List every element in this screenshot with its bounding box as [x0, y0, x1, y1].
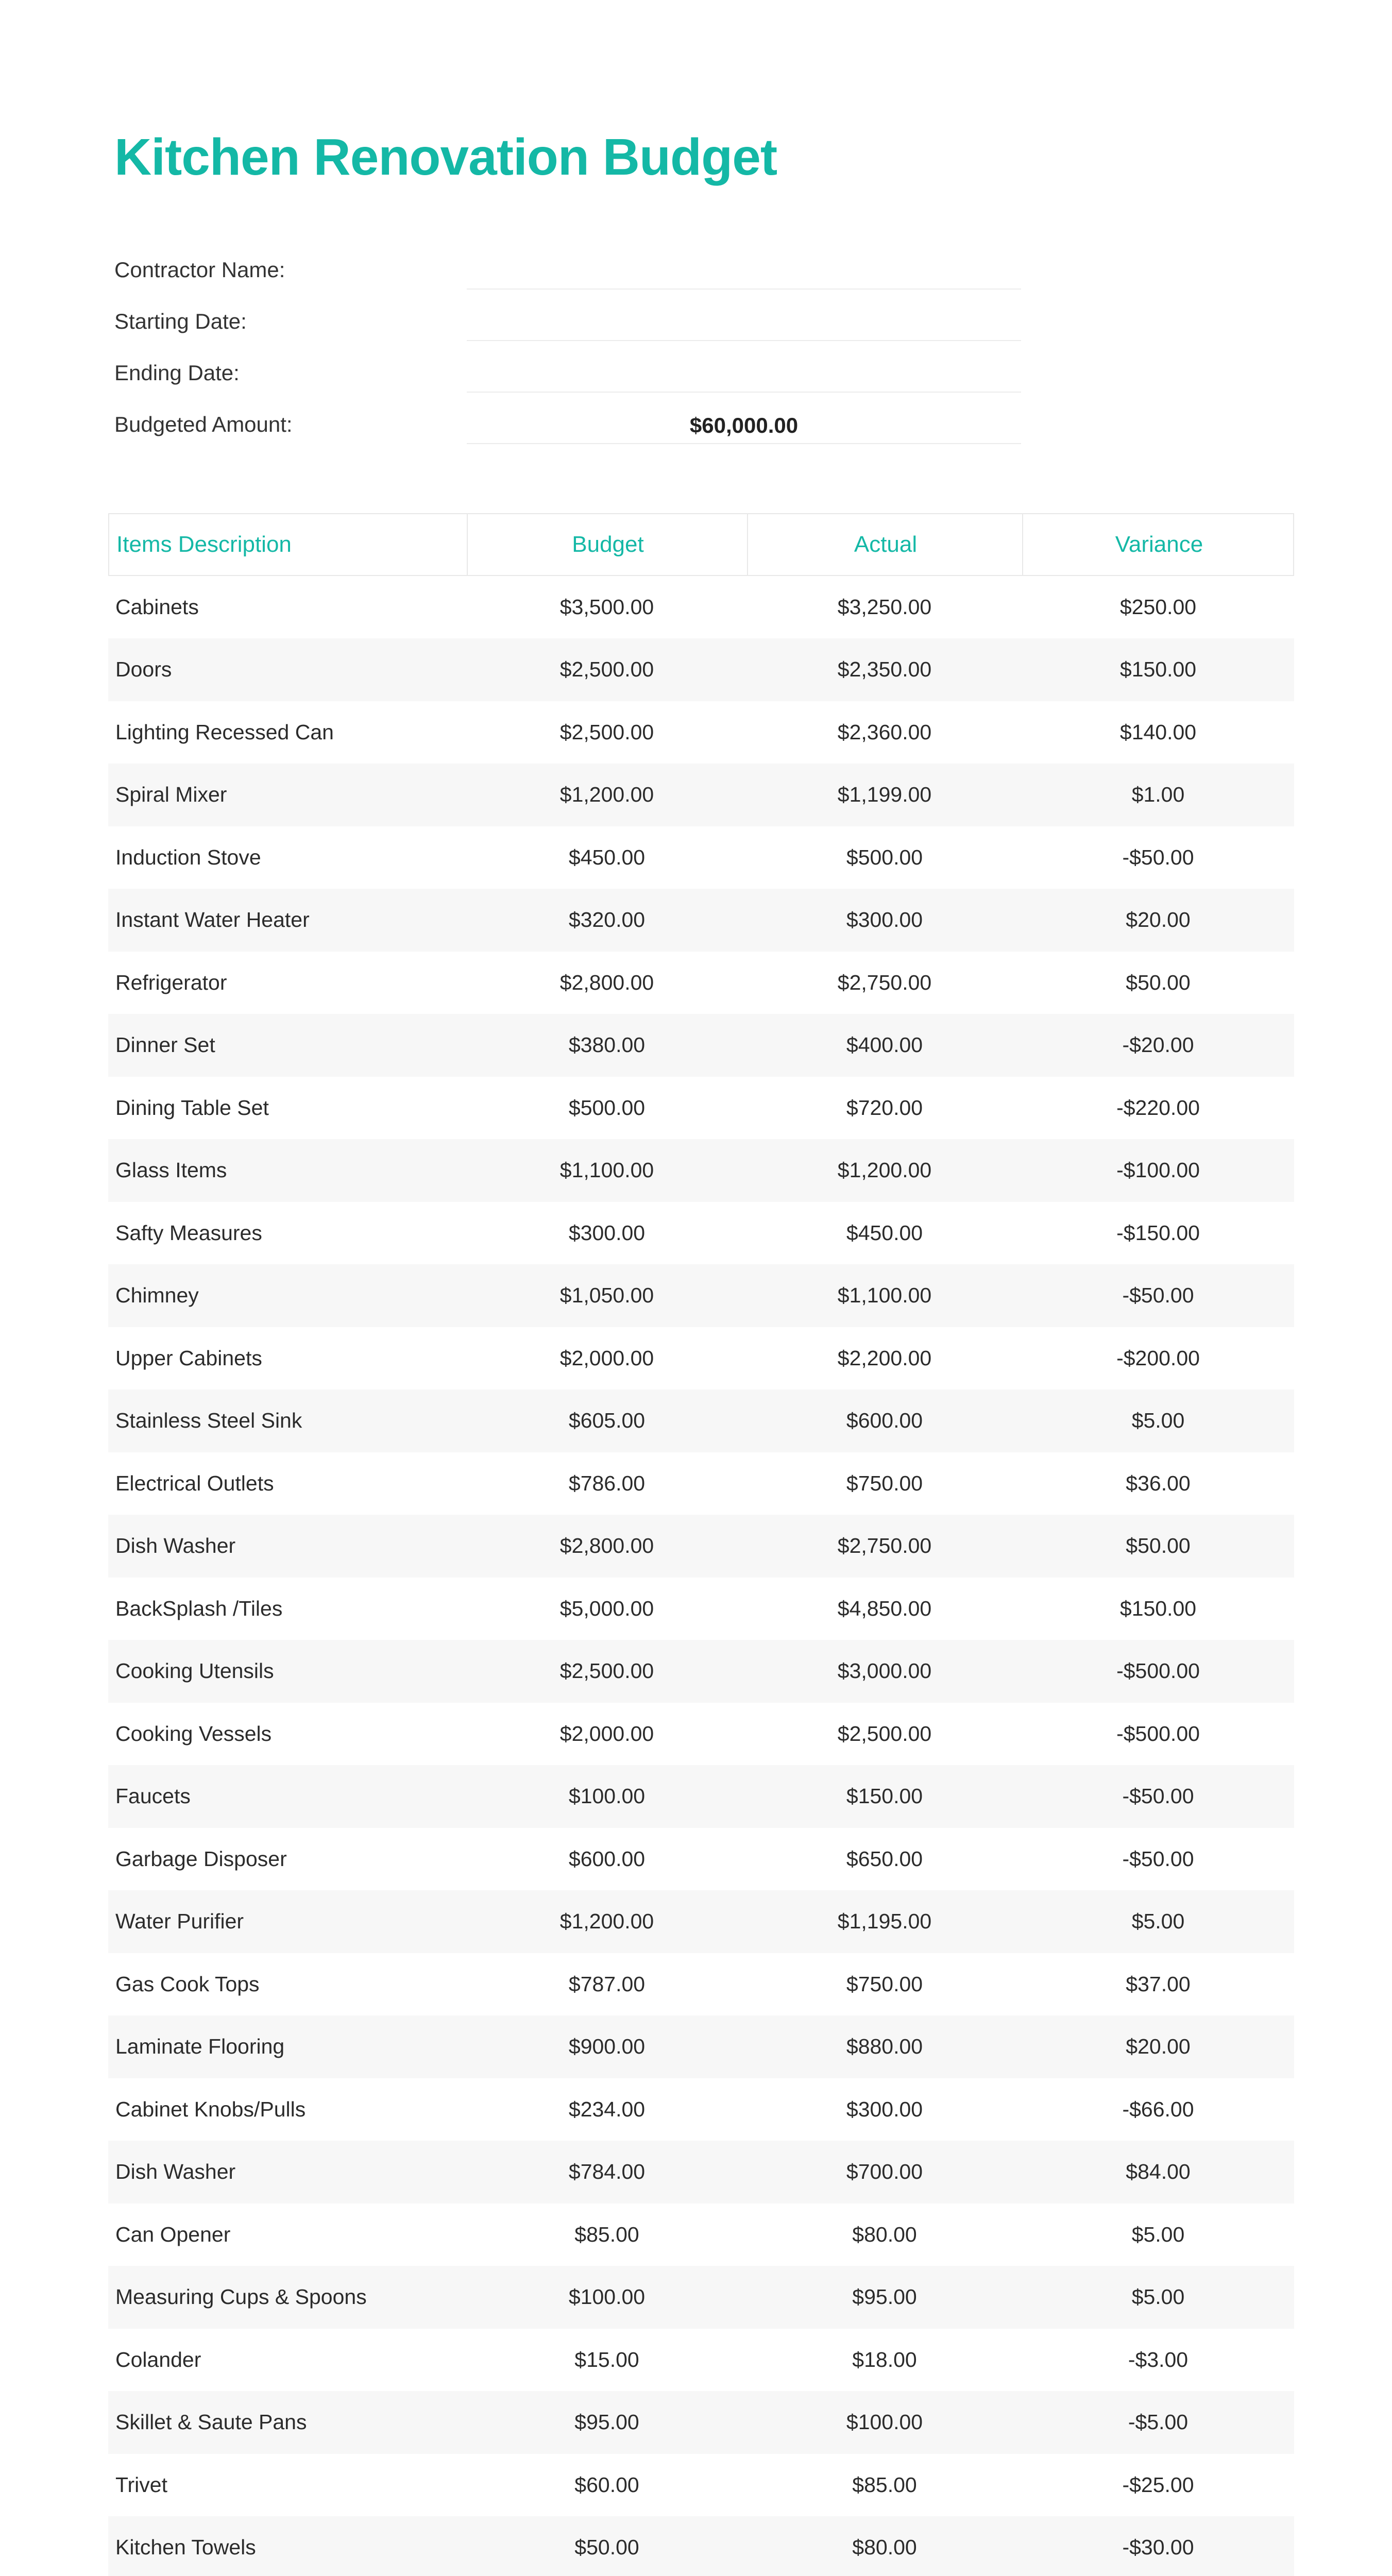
item-actual: $300.00: [846, 908, 923, 932]
item-variance: -$50.00: [1122, 1784, 1194, 1808]
contractor-label: Contractor Name:: [114, 258, 285, 282]
item-description: Spiral Mixer: [115, 783, 227, 807]
item-description: Upper Cabinets: [115, 1346, 262, 1370]
item-budget: $1,050.00: [559, 1283, 654, 1308]
item-actual: $2,360.00: [837, 720, 932, 744]
contractor-row: [114, 248, 1021, 290]
table-row: [108, 2266, 1294, 2329]
item-budget: $100.00: [568, 2285, 646, 2309]
table-row: [108, 1077, 1294, 1140]
item-description: Doors: [115, 657, 172, 682]
table-row: [108, 826, 1294, 889]
table-row: [108, 2078, 1294, 2141]
column-divider: [467, 514, 468, 575]
table-row: [108, 2454, 1294, 2517]
item-description: Induction Stove: [115, 845, 261, 869]
item-actual: $1,100.00: [837, 1283, 932, 1308]
item-description: Gas Cook Tops: [115, 1972, 260, 1996]
item-variance: -$50.00: [1122, 1283, 1194, 1308]
item-variance: -$100.00: [1116, 1158, 1200, 1182]
item-description: Skillet & Saute Pans: [115, 2410, 307, 2434]
item-actual: $150.00: [846, 1784, 923, 1808]
table-row: [108, 701, 1294, 764]
item-variance: $150.00: [1119, 657, 1197, 682]
table-row: [108, 1578, 1294, 1640]
starting-date-label: Starting Date:: [114, 309, 247, 333]
item-variance: $5.00: [1131, 2285, 1185, 2309]
item-actual: $750.00: [846, 1471, 923, 1495]
item-description: Instant Water Heater: [115, 908, 310, 932]
item-variance: $37.00: [1126, 1972, 1191, 1996]
table-row: [108, 1703, 1294, 1766]
item-variance: -$150.00: [1116, 1221, 1200, 1245]
item-budget: $3,500.00: [559, 595, 654, 619]
item-variance: -$5.00: [1128, 2410, 1189, 2434]
ending-date-row: [114, 351, 1021, 393]
budget-table: [108, 513, 1294, 2576]
item-budget: $95.00: [574, 2410, 639, 2434]
page-title: Kitchen Renovation Budget: [114, 128, 777, 186]
table-row: [108, 576, 1294, 639]
item-variance: $5.00: [1131, 2222, 1185, 2246]
table-row: [108, 889, 1294, 952]
item-description: Laminate Flooring: [115, 2035, 285, 2059]
item-description: Dining Table Set: [115, 1095, 269, 1120]
item-description: Colander: [115, 2347, 201, 2371]
item-description: Glass Items: [115, 1158, 227, 1182]
item-actual: $100.00: [846, 2410, 923, 2434]
item-description: Refrigerator: [115, 970, 227, 994]
item-actual: $85.00: [852, 2472, 917, 2497]
item-actual: $3,000.00: [837, 1659, 932, 1683]
starting-date-field[interactable]: [467, 300, 1021, 341]
item-variance: $140.00: [1119, 720, 1197, 744]
table-header-row: [108, 513, 1294, 576]
table-row: [108, 952, 1294, 1014]
item-description: BackSplash /Tiles: [115, 1596, 283, 1620]
header-variance: Variance: [1115, 531, 1203, 557]
item-description: Water Purifier: [115, 1909, 244, 1934]
item-budget: $787.00: [568, 1972, 646, 1996]
item-actual: $1,195.00: [837, 1909, 932, 1934]
item-budget: $2,800.00: [559, 970, 654, 994]
item-description: Safty Measures: [115, 1221, 262, 1245]
table-row: [108, 1515, 1294, 1578]
item-variance: -$20.00: [1122, 1033, 1194, 1057]
table-row: [108, 1014, 1294, 1077]
item-actual: $600.00: [846, 1409, 923, 1433]
item-description: Dish Washer: [115, 1534, 236, 1558]
table-row: [108, 764, 1294, 826]
item-budget: $320.00: [568, 908, 646, 932]
item-description: Trivet: [115, 2472, 167, 2497]
item-budget: $786.00: [568, 1471, 646, 1495]
starting-date-row: [114, 300, 1021, 341]
item-description: Dinner Set: [115, 1033, 215, 1057]
item-actual: $750.00: [846, 1972, 923, 1996]
item-actual: $2,750.00: [837, 1534, 932, 1558]
table-row: [108, 638, 1294, 701]
item-variance: $50.00: [1126, 1534, 1191, 1558]
table-row: [108, 1389, 1294, 1452]
item-variance: $50.00: [1126, 970, 1191, 994]
item-variance: $250.00: [1119, 595, 1197, 619]
table-row: [108, 1953, 1294, 2016]
item-budget: $1,200.00: [559, 783, 654, 807]
item-actual: $700.00: [846, 2160, 923, 2184]
item-description: Cooking Utensils: [115, 1659, 274, 1683]
item-actual: $450.00: [846, 1221, 923, 1245]
item-description: Cabinets: [115, 595, 199, 619]
item-budget: $900.00: [568, 2035, 646, 2059]
item-actual: $720.00: [846, 1095, 923, 1120]
item-actual: $4,850.00: [837, 1596, 932, 1620]
item-budget: $600.00: [568, 1846, 646, 1871]
item-budget: $784.00: [568, 2160, 646, 2184]
item-variance: -$3.00: [1128, 2347, 1189, 2371]
table-row: [108, 2329, 1294, 2392]
item-budget: $2,500.00: [559, 720, 654, 744]
table-row: [108, 1640, 1294, 1703]
item-budget: $2,800.00: [559, 1534, 654, 1558]
item-description: Kitchen Towels: [115, 2535, 256, 2560]
item-variance: $150.00: [1119, 1596, 1197, 1620]
item-budget: $85.00: [574, 2222, 639, 2246]
item-budget: $234.00: [568, 2097, 646, 2121]
item-variance: $84.00: [1126, 2160, 1191, 2184]
item-variance: $5.00: [1131, 1409, 1185, 1433]
header-budget: Budget: [572, 531, 644, 557]
item-budget: $60.00: [574, 2472, 639, 2497]
item-actual: $500.00: [846, 845, 923, 869]
item-variance: -$50.00: [1122, 1846, 1194, 1871]
item-variance: $20.00: [1126, 908, 1191, 932]
item-budget: $605.00: [568, 1409, 646, 1433]
item-budget: $450.00: [568, 845, 646, 869]
item-description: Garbage Disposer: [115, 1846, 287, 1871]
table-row: [108, 2391, 1294, 2454]
item-actual: $2,200.00: [837, 1346, 932, 1370]
item-variance: -$220.00: [1116, 1095, 1200, 1120]
item-variance: -$50.00: [1122, 845, 1194, 869]
budgeted-amount-row: [114, 403, 1021, 444]
item-actual: $2,350.00: [837, 657, 932, 682]
item-budget: $2,000.00: [559, 1721, 654, 1745]
table-row: [108, 2015, 1294, 2078]
item-actual: $1,199.00: [837, 783, 932, 807]
item-actual: $300.00: [846, 2097, 923, 2121]
item-actual: $2,750.00: [837, 970, 932, 994]
header-items-description: Items Description: [116, 531, 292, 557]
column-divider: [747, 514, 748, 575]
ending-date-field[interactable]: [467, 351, 1021, 393]
table-row: [108, 1327, 1294, 1390]
item-variance: $5.00: [1131, 1909, 1185, 1934]
item-variance: $36.00: [1126, 1471, 1191, 1495]
item-budget: $5,000.00: [559, 1596, 654, 1620]
item-actual: $650.00: [846, 1846, 923, 1871]
table-row: [108, 1452, 1294, 1515]
item-actual: $95.00: [852, 2285, 917, 2309]
item-actual: $3,250.00: [837, 595, 932, 619]
header-actual: Actual: [854, 531, 918, 557]
item-description: Lighting Recessed Can: [115, 720, 334, 744]
item-budget: $1,200.00: [559, 1909, 654, 1934]
item-budget: $500.00: [568, 1095, 646, 1120]
item-budget: $2,000.00: [559, 1346, 654, 1370]
table-row: [108, 2141, 1294, 2204]
item-variance: -$500.00: [1116, 1721, 1200, 1745]
item-budget: $100.00: [568, 1784, 646, 1808]
item-actual: $880.00: [846, 2035, 923, 2059]
table-row: [108, 1139, 1294, 1202]
item-actual: $1,200.00: [837, 1158, 932, 1182]
item-variance: -$30.00: [1122, 2535, 1194, 2560]
item-budget: $380.00: [568, 1033, 646, 1057]
item-description: Faucets: [115, 1784, 191, 1808]
item-description: Chimney: [115, 1283, 199, 1308]
table-row: [108, 1890, 1294, 1953]
table-row: [108, 1765, 1294, 1828]
table-row: [108, 1828, 1294, 1891]
item-variance: $20.00: [1126, 2035, 1191, 2059]
item-budget: $2,500.00: [559, 657, 654, 682]
column-divider: [1022, 514, 1023, 575]
budgeted-amount-field[interactable]: $60,000.00: [467, 403, 1021, 444]
contractor-field[interactable]: [467, 248, 1021, 290]
table-row: [108, 1264, 1294, 1327]
ending-date-label: Ending Date:: [114, 361, 240, 385]
item-variance: -$200.00: [1116, 1346, 1200, 1370]
item-description: Electrical Outlets: [115, 1471, 274, 1495]
item-description: Cabinet Knobs/Pulls: [115, 2097, 306, 2121]
item-description: Cooking Vessels: [115, 1721, 272, 1745]
item-budget: $15.00: [574, 2347, 639, 2371]
item-variance: -$25.00: [1122, 2472, 1194, 2497]
item-description: Stainless Steel Sink: [115, 1409, 302, 1433]
item-budget: $300.00: [568, 1221, 646, 1245]
item-actual: $2,500.00: [837, 1721, 932, 1745]
item-budget: $1,100.00: [559, 1158, 654, 1182]
item-actual: $18.00: [852, 2347, 917, 2371]
item-actual: $400.00: [846, 1033, 923, 1057]
item-description: Measuring Cups & Spoons: [115, 2285, 367, 2309]
item-actual: $80.00: [852, 2222, 917, 2246]
item-variance: $1.00: [1131, 783, 1185, 807]
item-description: Can Opener: [115, 2222, 231, 2246]
budgeted-amount-label: Budgeted Amount:: [114, 412, 293, 436]
item-actual: $80.00: [852, 2535, 917, 2560]
item-variance: -$500.00: [1116, 1659, 1200, 1683]
table-row: [108, 1202, 1294, 1265]
item-description: Dish Washer: [115, 2160, 236, 2184]
item-budget: $2,500.00: [559, 1659, 654, 1683]
table-row: [108, 2516, 1294, 2576]
item-variance: -$66.00: [1122, 2097, 1194, 2121]
table-body: [108, 576, 1294, 2576]
item-budget: $50.00: [574, 2535, 639, 2560]
table-row: [108, 2204, 1294, 2266]
